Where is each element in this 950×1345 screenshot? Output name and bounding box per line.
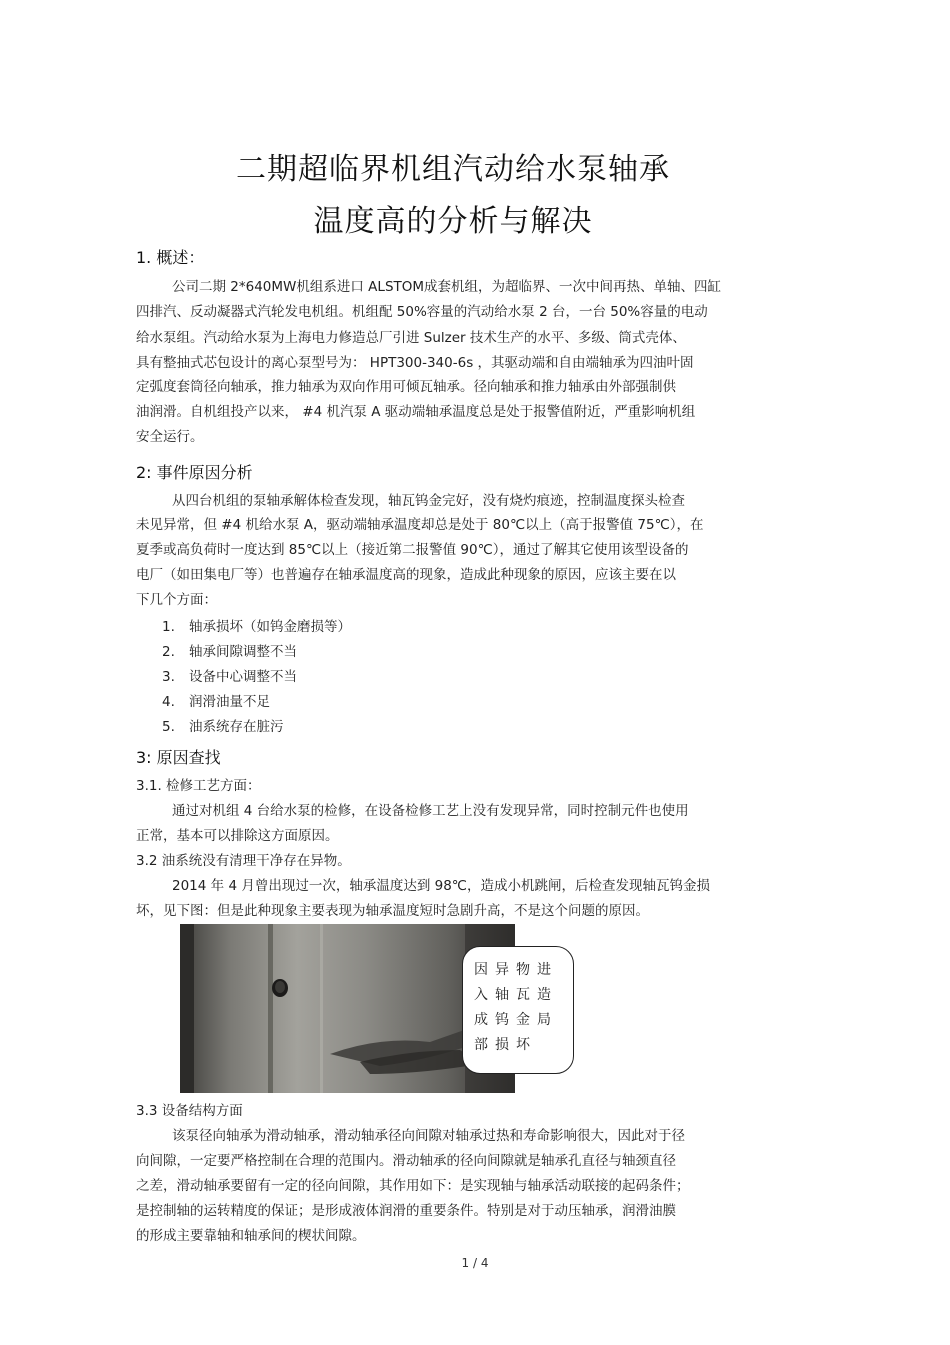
list-item-number: 3.	[162, 669, 175, 685]
list-item	[162, 665, 297, 685]
section-3-heading: 3: 原因查找	[136, 748, 221, 767]
list-item	[162, 640, 297, 660]
list-item-text: 设备中心调整不当	[189, 669, 297, 685]
subsection-heading: 3.1. 检修工艺方面：	[136, 778, 261, 794]
paragraph-line: 从四台机组的泵轴承解体检查发现，轴瓦钨金完好，没有烧灼痕迹，控制温度探头检查	[172, 493, 685, 509]
paragraph-line: 下几个方面：	[136, 592, 217, 608]
list-item-number: 4.	[162, 694, 175, 710]
list-item	[162, 715, 284, 735]
paragraph-line: 给水泵组。汽动给水泵为上海电力修造总厂引进 Sulzer 技术生产的水平、多级、筒式壳体、	[136, 330, 686, 346]
paragraph-line: 该泵径向轴承为滑动轴承，滑动轴承径向间隙对轴承过热和寿命影响很大，因此对于径	[172, 1128, 685, 1144]
paragraph-line: 之差，滑动轴承要留有一定的径向间隙，其作用如下：是实现轴与轴承活动联接的起码条件；	[136, 1178, 690, 1194]
document-title-line1: 二期超临界机组汽动给水泵轴承	[236, 152, 670, 187]
photo-callout-text: 因异物进入轴瓦造成钨金局部损坏	[474, 962, 558, 1053]
list-item-number: 5.	[162, 719, 175, 735]
paragraph-line: 公司二期 2*640MW机组系进口 ALSTOM成套机组，为超临界、一次中间再热、单轴、四缸	[172, 279, 722, 295]
list-item-number: 1.	[162, 619, 175, 635]
page-number: 1 / 4	[461, 1256, 489, 1270]
list-item-text: 轴承损坏（如钨金磨损等）	[189, 619, 351, 635]
list-item	[162, 615, 351, 635]
document-title-line2: 温度高的分析与解决	[313, 204, 593, 239]
paragraph-line: 电厂（如田集电厂等）也普遍存在轴承温度高的现象，造成此种现象的原因，应该主要在以	[136, 567, 676, 583]
paragraph-line: 未见异常，但 #4 机给水泵 A，驱动端轴承温度却总是处于 80℃以上（高于报警值 75℃），在	[136, 517, 704, 533]
paragraph-line: 四排汽、反动凝器式汽轮发电机组。机组配 50%容量的汽动给水泵 2 台，一台 50%容量的电动	[136, 304, 708, 320]
paragraph-line: 油润滑。自机组投产以来， #4 机汽泵 A 驱动端轴承温度总是处于报警值附近，严重影响机组	[136, 404, 696, 420]
list-item	[162, 690, 270, 710]
paragraph-line: 定弧度套筒径向轴承，推力轴承为双向作用可倾瓦轴承。径向轴承和推力轴承由外部强制供	[136, 379, 676, 395]
paragraph-line: 通过对机组 4 台给水泵的检修，在设备检修工艺上没有发现异常，同时控制元件也使用	[172, 803, 689, 819]
list-item-number: 2.	[162, 644, 175, 660]
paragraph-line: 的形成主要靠轴和轴承间的楔状间隙。	[136, 1228, 366, 1244]
section-1-heading: 1. 概述：	[136, 248, 205, 267]
paragraph-line: 2014 年 4 月曾出现过一次，轴承温度达到 98℃，造成小机跳闸，后检查发现轴瓦钨金损	[172, 878, 710, 894]
paragraph-line: 是控制轴的运转精度的保证；是形成液体润滑的重要条件。特别是对于动压轴承，润滑油膜	[136, 1203, 676, 1219]
paragraph-line: 夏季或高负荷时一度达到 85℃以上（接近第二报警值 90℃），通过了解其它使用该型设备的	[136, 542, 689, 558]
subsection-heading: 3.3 设备结构方面	[136, 1103, 243, 1119]
paragraph-line: 坏，见下图：但是此种现象主要表现为轴承温度短时急剧升高，不是这个问题的原因。	[136, 903, 649, 919]
section-2-heading: 2: 事件原因分析	[136, 463, 253, 482]
paragraph-line: 安全运行。	[136, 429, 204, 445]
paragraph-line: 向间隙，一定要严格控制在合理的范围内。滑动轴承的径向间隙就是轴承孔直径与轴颈直径	[136, 1153, 676, 1169]
list-item-text: 轴承间隙调整不当	[189, 644, 297, 660]
paragraph-line: 正常，基本可以排除这方面原因。	[136, 828, 339, 844]
subsection-heading: 3.2 油系统没有清理干净存在异物。	[136, 853, 351, 869]
list-item-text: 润滑油量不足	[189, 694, 270, 710]
list-item-text: 油系统存在脏污	[189, 719, 284, 735]
paragraph-line: 具有整抽式芯包设计的离心泵型号为： HPT300-340-6s ，其驱动端和自由端轴承为四油叶固	[136, 355, 694, 371]
